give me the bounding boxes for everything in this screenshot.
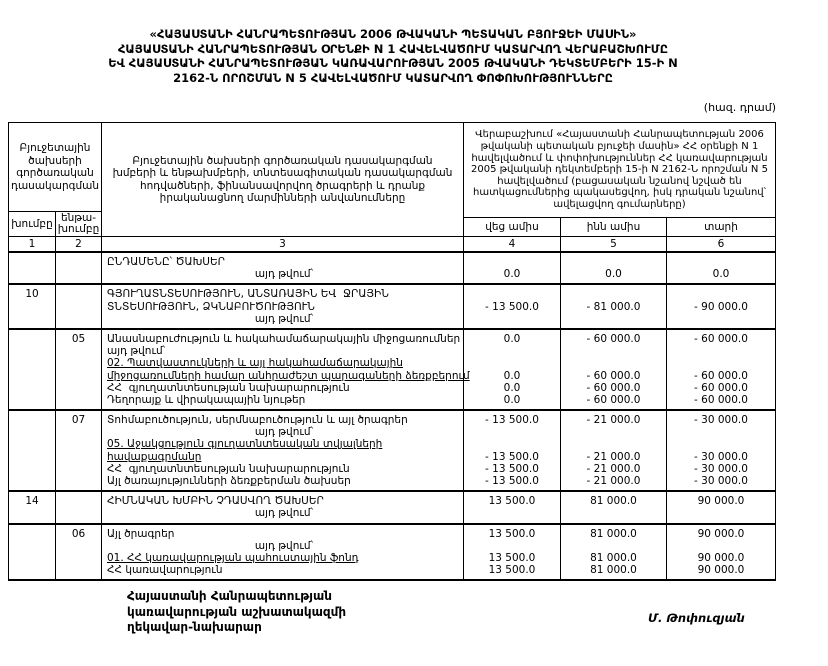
- value-empty: [667, 357, 775, 369]
- value: 90 000.0: [697, 564, 745, 577]
- signatory-title-line-3: ղեկավար-նախարար: [127, 620, 262, 634]
- group-code-cell: [9, 525, 56, 580]
- name-cell: [102, 492, 464, 522]
- value: 81 000.0: [590, 495, 637, 508]
- table-row: [9, 253, 775, 285]
- nine-months-cell: [561, 492, 667, 522]
- value: 0.0: [503, 393, 521, 406]
- subgroup-code-cell: 05: [56, 330, 102, 409]
- value: - 60 000.0: [694, 381, 748, 394]
- value-empty: [561, 357, 666, 369]
- six-months-cell: [464, 253, 561, 283]
- subgroup-code-cell: 06: [56, 525, 102, 580]
- row-text-line: Այլ ծրագրեր: [107, 527, 175, 540]
- value-empty: [464, 288, 560, 300]
- row-text-line: Տոհմաբուծություն, սերմնաբուծություն և այլ ծրագրեր: [107, 414, 408, 427]
- budget-table: [8, 122, 776, 581]
- six-months-cell: [464, 330, 561, 409]
- table-row: [9, 492, 775, 524]
- header-redistribution-label: Վերաբաշխում «Հայաստանի Հանրապետության 2006 թվականի պետական բյուջեի մասին» ՀՀ օրենքի N 1 հավելվածում և փոփոխություններ ՀՀ կառավարության 2005 թվականի դեկտեմբերի 15-ի N 2162-Ն որոշման N 5 հավելվածում (բացասական նշանով նշված են հատկացումներից պակասեցվող, իսկ դրական նշանով՝ ավելացվող գումարները): [464, 123, 775, 218]
- currency-unit-note: (հազ. դրամ): [703, 101, 776, 114]
- header-period-subrow: [464, 218, 775, 236]
- value: - 13 500.0: [485, 462, 539, 475]
- title-line-1: «ՀԱՅԱՍՏԱՆԻ ՀԱՆՐԱՊԵՏՈՒԹՅԱՆ 2006 ԹՎԱԿԱՆԻ ՊԵՏԱԿԱՆ ԲՅՈՒՋԵԻ ՄԱՍԻՆ»: [149, 27, 637, 41]
- title-line-4: 2162-Ն ՈՐՈՇՄԱՆ N 5 ՀԱՎԵԼՎԱԾՈՒՄ ԿԱՏԱՐՎՈՂ ՓՈՓՈԽՈՒԹՅՈՒՆՆԵՐԸ: [173, 70, 613, 85]
- value: - 90 000.0: [694, 300, 748, 313]
- table-row: [9, 330, 775, 411]
- row-text-line: ՀՀ գյուղատնտեսության նախարարություն: [107, 462, 350, 475]
- year-cell: [667, 525, 775, 580]
- header-group-label: խումբը: [9, 212, 56, 236]
- signatory-title-line-2: կառավարության աշխատակազմի: [127, 604, 347, 619]
- value: - 60 000.0: [694, 332, 748, 345]
- value-empty: [464, 357, 560, 369]
- value-empty: [667, 288, 775, 300]
- name-cell: [102, 525, 464, 580]
- table-body: [9, 253, 775, 579]
- value: - 60 000.0: [694, 393, 748, 406]
- value-empty: [667, 256, 775, 268]
- value: - 60 000.0: [586, 369, 641, 382]
- group-code-cell: [9, 411, 56, 490]
- row-text-line: այդ թվում՝: [254, 312, 314, 325]
- value-empty: [561, 540, 666, 552]
- header-classification-label: Բյուջետային ծախսերի գործառական դասակարգման: [9, 123, 101, 212]
- column-number-3: 3: [102, 237, 464, 251]
- value: - 13 500.0: [485, 475, 539, 487]
- document-title: [10, 27, 776, 85]
- header-six-months-label: վեց ամիս: [464, 218, 561, 236]
- row-text-line: ԸՆԴԱՄԵՆԸ՝ ԾԱԽՍԵՐ: [107, 256, 225, 268]
- value: - 13 500.0: [485, 300, 539, 313]
- group-code-cell: 10: [9, 285, 56, 328]
- header-subgroup-label: ենթա-խումբը: [57, 212, 100, 235]
- value-empty: [464, 507, 560, 519]
- value-empty: [667, 426, 775, 438]
- table-row: [9, 285, 775, 330]
- subgroup-code-cell: [56, 285, 102, 328]
- value: - 30 000.0: [694, 450, 748, 463]
- header-classification-subrow: [9, 212, 101, 236]
- value: - 13 500.0: [485, 414, 539, 427]
- value-empty: [667, 438, 775, 450]
- value-empty: [561, 313, 666, 325]
- value: 90 000.0: [697, 551, 745, 564]
- row-text-line: այդ թվում՝: [254, 507, 314, 520]
- table-row: [9, 525, 775, 580]
- value: 90 000.0: [697, 495, 745, 508]
- value-empty: [561, 256, 666, 268]
- header-names-label: Բյուջետային ծախսերի գործառական դասակարգման խմբերի և ենթախմբերի, տնտեսագիտական դասակարգման հոդվածների, ֆինանսավորվող ծրագրերի և դրանք իրականացնող մարմինների անվանումները: [102, 123, 464, 236]
- value: 13 500.0: [488, 564, 536, 577]
- column-number-2: 2: [56, 237, 102, 251]
- row-text-line: հավաքագրմանը: [107, 450, 202, 463]
- value-empty: [464, 313, 560, 325]
- signatory-title-line-1: Հայաստանի Հանրապետության: [127, 589, 332, 603]
- column-number-row: [9, 237, 775, 253]
- row-text-line: ՀՀ գյուղատնտեսության նախարարություն: [107, 381, 350, 394]
- value: 81 000.0: [590, 551, 637, 564]
- value-empty: [561, 426, 666, 438]
- value-empty: [561, 345, 666, 357]
- value: - 60 000.0: [586, 332, 641, 345]
- header-classification-column: [9, 123, 102, 236]
- subgroup-code-cell: [56, 492, 102, 522]
- nine-months-cell: [561, 285, 667, 328]
- six-months-cell: [464, 285, 561, 328]
- year-cell: [667, 285, 775, 328]
- row-text-line: ՀՀ կառավարություն: [107, 564, 223, 577]
- value: 0.0: [503, 332, 521, 345]
- value: 81 000.0: [590, 527, 637, 540]
- header-values-column: [464, 123, 775, 236]
- value: 13 500.0: [488, 551, 536, 564]
- table-header: [9, 123, 775, 237]
- value: 0.0: [503, 268, 521, 281]
- column-number-4: 4: [464, 237, 561, 251]
- name-cell: [102, 285, 464, 328]
- row-text-line: ԳՅՈՒՂԱՏՆՏԵՍՈՒԹՅՈՒՆ, ԱՆՏԱՌԱՅԻՆ ԵՎ ՋՐԱՅԻՆ: [107, 288, 389, 301]
- row-text-line: 05. Աջակցություն գյուղատնտեսական տվյալների: [107, 438, 383, 451]
- value-empty: [464, 438, 560, 450]
- value: - 13 500.0: [485, 450, 539, 463]
- value: - 30 000.0: [694, 475, 748, 487]
- value: 90 000.0: [697, 527, 745, 540]
- year-cell: [667, 411, 775, 490]
- value: - 60 000.0: [586, 393, 641, 406]
- title-line-2: ՀԱՅԱՍՏԱՆԻ ՀԱՆՐԱՊԵՏՈՒԹՅԱՆ ՕՐԵՆՔԻ N 1 ՀԱՎԵԼՎԱԾՈՒՄ ԿԱՏԱՐՎՈՂ ՎԵՐԱԲԱՇԽՈՒՄԸ: [117, 41, 669, 56]
- value-empty: [667, 313, 775, 325]
- nine-months-cell: [561, 411, 667, 490]
- value: 13 500.0: [488, 495, 536, 508]
- column-number-5: 5: [561, 237, 667, 251]
- year-cell: [667, 330, 775, 409]
- row-text-line: այդ թվում՝: [107, 345, 166, 358]
- nine-months-cell: [561, 253, 667, 283]
- value: - 21 000.0: [586, 462, 641, 475]
- row-text-line: Այլ ծառայությունների ձեռքբերման ծախսեր: [107, 475, 351, 487]
- table-row: [9, 411, 775, 492]
- value: - 21 000.0: [586, 414, 641, 427]
- value-empty: [667, 345, 775, 357]
- value: 0.0: [503, 369, 521, 382]
- title-line-3: ԵՎ ՀԱՅԱՍՏԱՆԻ ՀԱՆՐԱՊԵՏՈՒԹՅԱՆ ԿԱՌԱՎԱՐՈՒԹՅԱՆ 2005 ԹՎԱԿԱՆԻ ԴԵԿՏԵՄԲԵՐԻ 15-Ի N: [108, 56, 678, 70]
- value: - 60 000.0: [694, 369, 748, 382]
- header-year-label: տարի: [704, 220, 738, 233]
- row-text-line: Դեղորայք և վիրակապային նյութեր: [107, 393, 306, 406]
- value-empty: [561, 438, 666, 450]
- name-cell: [102, 330, 470, 409]
- value-empty: [464, 540, 560, 552]
- signatory-title: [127, 589, 346, 636]
- group-code-cell: [9, 253, 56, 283]
- value: 81 000.0: [590, 564, 637, 577]
- value: - 60 000.0: [586, 381, 641, 394]
- signatory-name: Մ. Թոփուզյան: [648, 611, 745, 625]
- value: 0.0: [605, 268, 622, 281]
- row-text-line: միջոցառումների համար անհրաժեշտ պարագաների ձեռքբերում: [107, 369, 470, 382]
- name-cell: [102, 411, 464, 490]
- column-number-6: 6: [717, 238, 725, 250]
- row-text-line: ՏՆՏԵՍՈՒԹՅՈՒՆ, ՁԿՆԱԲՈՒԾՈՒԹՅՈՒՆ: [107, 300, 315, 313]
- value-empty: [667, 540, 775, 552]
- value: - 30 000.0: [694, 414, 748, 427]
- row-text-line: Անասնաբուժություն և հակահամաճարակային միջոցառումներ: [107, 332, 461, 345]
- subgroup-code-cell: 07: [56, 411, 102, 490]
- row-text-line: 02. Պատվաստուկների և այլ հակահամաճարակային: [107, 357, 403, 370]
- six-months-cell: [464, 492, 561, 522]
- year-cell: [667, 253, 775, 283]
- nine-months-cell: [561, 330, 667, 409]
- value: - 30 000.0: [694, 462, 748, 475]
- value-empty: [561, 288, 666, 300]
- group-code-cell: 14: [9, 492, 56, 522]
- group-code-cell: [9, 330, 56, 409]
- row-text-line: այդ թվում՝: [254, 426, 314, 439]
- row-text-line: այդ թվում՝: [254, 268, 314, 281]
- row-text-line: այդ թվում՝: [254, 539, 314, 552]
- value-empty: [667, 507, 775, 519]
- value: 0.0: [503, 381, 521, 394]
- nine-months-cell: [561, 525, 667, 580]
- value-empty: [464, 256, 560, 268]
- value: 13 500.0: [488, 527, 536, 540]
- header-nine-months-label: ինն ամիս: [561, 218, 667, 236]
- subgroup-code-cell: [56, 253, 102, 283]
- value-empty: [464, 426, 560, 438]
- column-number-1: 1: [9, 237, 56, 251]
- row-text-line: 01. ՀՀ կառավարության պահուստային ֆոնդ: [107, 551, 359, 564]
- name-cell: [102, 253, 464, 283]
- six-months-cell: [464, 411, 561, 490]
- six-months-cell: [464, 525, 561, 580]
- value: 0.0: [712, 268, 730, 281]
- value: - 21 000.0: [586, 450, 641, 463]
- value: - 21 000.0: [586, 475, 641, 487]
- row-text-line: ՀԻՄՆԱԿԱՆ ԽՄԲԻՆ ՉԴԱՍՎՈՂ ԾԱԽՍԵՐ: [107, 495, 324, 508]
- value-empty: [561, 507, 666, 519]
- value: - 81 000.0: [586, 300, 641, 313]
- year-cell: [667, 492, 775, 522]
- value-empty: [464, 345, 560, 357]
